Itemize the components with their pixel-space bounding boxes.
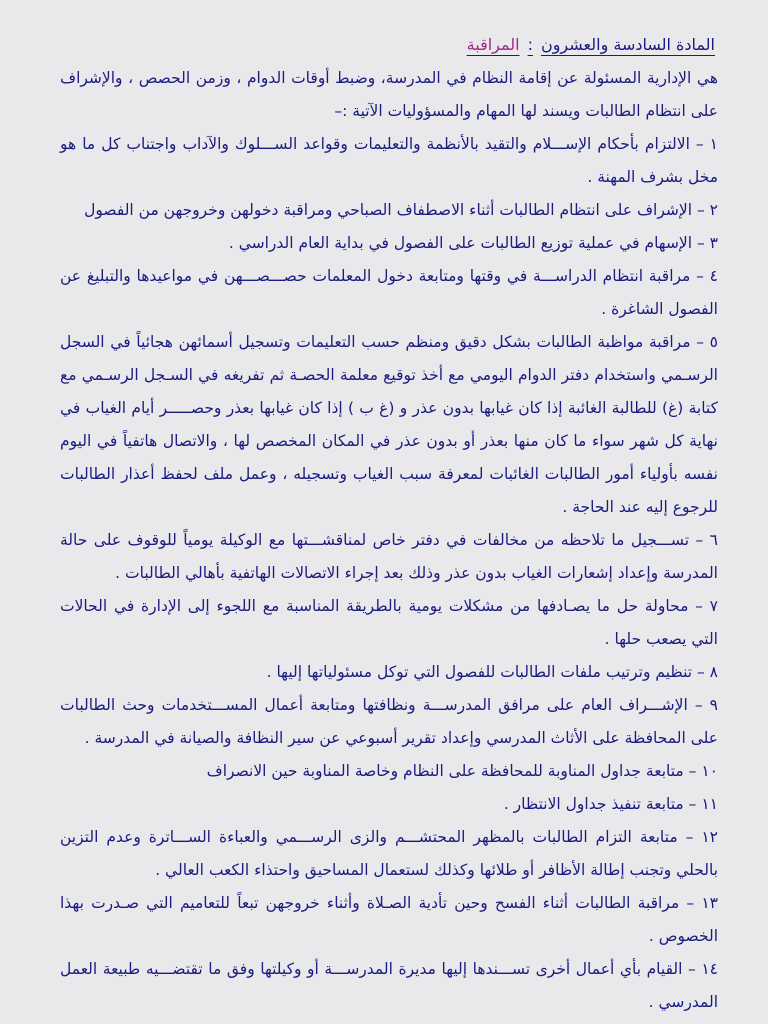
- duty-item-11: ١١ – متابعة تنفيذ جداول الانتظار .: [503, 795, 718, 813]
- heading-underlined: [467, 35, 715, 54]
- duty-item-1: ١ – الالتزام بأحكام الإســـلام والتقيد بالأنظمة والتعليمات وقواعد الســـلوك والآداب واجتناب كل ما هو مخل بشرف المهنة .: [60, 135, 718, 186]
- duty-item-6: ٦ – تســـجيل ما تلاحظه من مخالفات في دفتر خاص لمناقشـــتها مع الوكيلة يومياً للوقوف على حالة المدرسة وإعداد إشعارات الغياب بدون عذر وذلك بعد إجراء الاتصالات الهاتفية بأهالي الطالبات .: [60, 531, 718, 582]
- duty-item-14: ١٤ – القيام بأي أعمال أخرى تســـندها إليها مديرة المدرســـة أو وكيلتها وفق ما تقتضـــيه طبيعة العمل المدرسي .: [60, 960, 718, 1011]
- article-heading: [60, 28, 718, 62]
- duty-item-7: ٧ – محاولة حل ما يصـادفها من مشكلات يومية بالطريقة المناسبة مع اللجوء إلى الإدارة في الحالات التي يصعب حلها .: [60, 597, 718, 648]
- duty-item-12: ١٢ – متابعة التزام الطالبات بالمظهر المحتشـــم والزى الرســـمي والعباءة الســـاترة وعدم التزين بالحلي وتجنب إطالة الأظافر أو طلائها وكذلك لستعمال المساحيق واحتذاء الكعب العالي .: [60, 828, 718, 879]
- duty-item-10: ١٠ – متابعة جداول المناوبة للمحافظة على النظام وخاصة المناوبة حين الانصراف: [206, 762, 718, 780]
- duty-item-5: ٥ – مراقبة مواظبة الطالبات بشكل دقيق ومنظم حسب التعليمات وتسجيل أسمائهن هجائياً في السجل الرسـمي واستخدام دفتر الدوام اليومي مع أخذ توقيع معلمة الحصـة ثم تفريغه في السـجل الرسـمي مع كتابة (غ) للطالبة الغائبة إذا كان غيابها بدون عذر و (غ ب ) إذا كان غيابها بعذر وحصـــــر أيام الغياب في نهاية كل شهر سواء ما كان منها بعذر أو بدون عذر في المكان المخصص لها ، والاتصال هاتفياً في اليوم نفسه بأولياء أمور الطالبات الغائبات لمعرفة سبب الغياب وتسجيله ، وعمل ملف لحفظ أعذار الطالبات للرجوع إليه عند الحاجة .: [60, 333, 718, 516]
- duty-item-3: ٣ – الإسهام في عملية توزيع الطالبات على الفصول في بداية العام الدراسي .: [228, 234, 718, 252]
- duty-item-9: ٩ – الإشـــراف العام على مرافق المدرســـة ونظافتها ومتابعة أعمال المســـتخدمات وحث الطالبات على المحافظة على الأثاث المدرسي وإعداد تقرير أسبوعي عن سير النظافة والصيانة في المدرسة .: [60, 696, 718, 747]
- duty-item-2: ٢ – الإشراف على انتظام الطالبات أثناء الاصطفاف الصباحي ومراقبة دخولهن وخروجهن من الفصول: [84, 201, 718, 219]
- heading-separator: :: [527, 35, 533, 54]
- intro-paragraph: هي الإدارية المسئولة عن إقامة النظام في المدرسة، وضبط أوقات الدوام ، وزمن الحصص ، والإشراف على انتظام الطالبات ويسند لها المهام والمسؤوليات الآتية :–: [60, 69, 718, 120]
- duty-item-13: ١٣ – مراقبة الطالبات أثناء الفسح وحين تأدية الصـلاة وأثناء خروجهن تبعاً للتعاميم التي صـدرت بهذا الخصوص .: [60, 894, 718, 945]
- duty-item-8: ٨ – تنظيم وترتيب ملفات الطالبات للفصول التي توكل مسئولياتها إليها .: [266, 663, 718, 681]
- duty-item-4: ٤ – مراقبة انتظام الدراســـة في وقتها ومتابعة دخول المعلمات حصـــصـــهن في مواعيدها والتبليغ عن الفصول الشاغرة .: [60, 267, 718, 318]
- article-topic: المراقبة: [466, 35, 520, 54]
- article-number: المادة السادسة والعشرون: [540, 35, 715, 54]
